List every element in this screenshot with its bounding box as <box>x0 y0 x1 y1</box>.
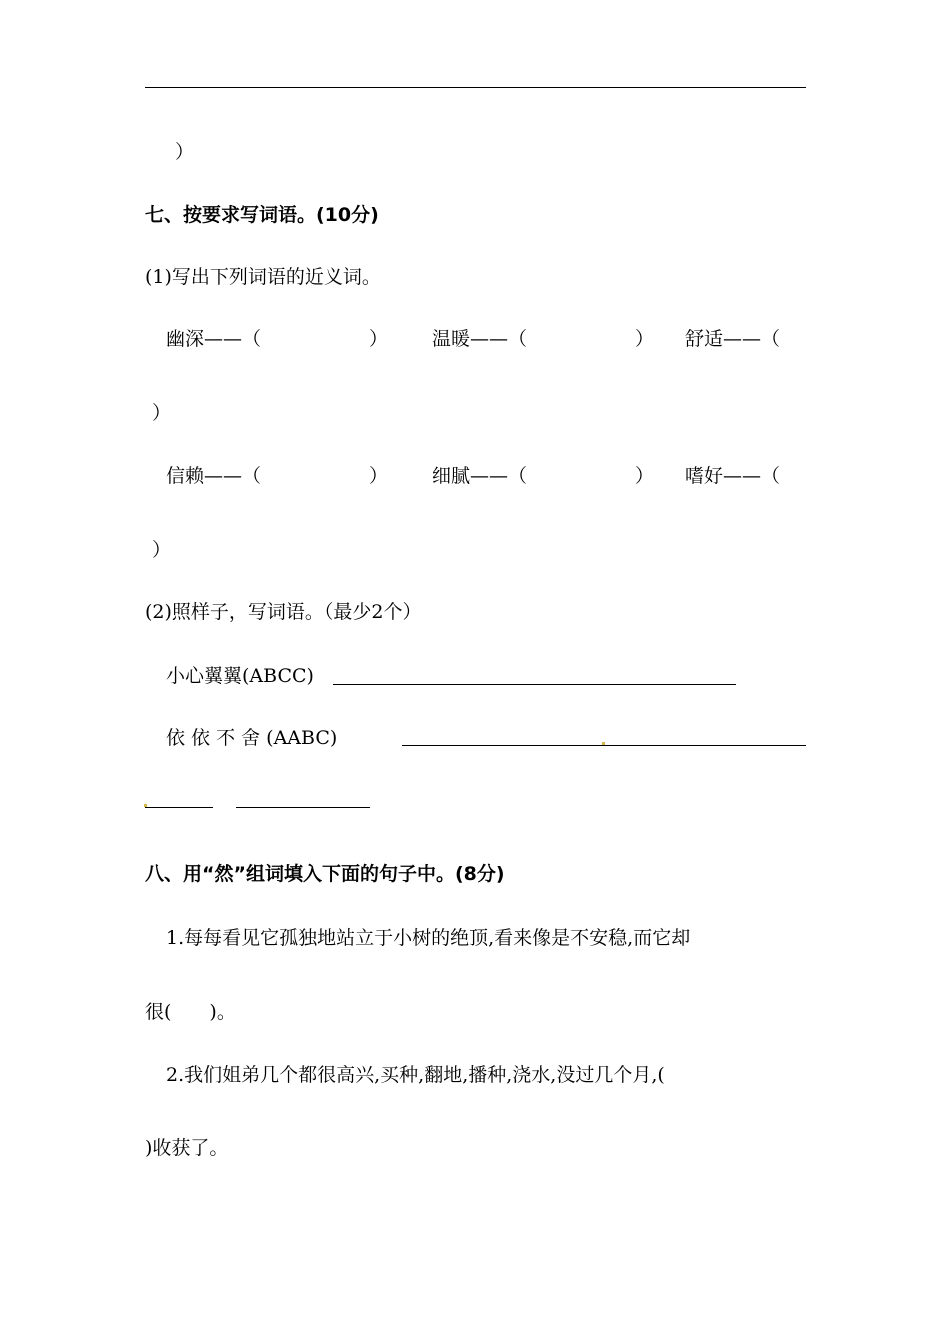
sentence-2-line-2: )收获了。 <box>145 1137 229 1159</box>
answer-line-aabc-1[interactable] <box>402 745 806 746</box>
answer-line-aabc-3[interactable] <box>236 807 370 808</box>
section-8-title: 八、用“然”组词填入下面的句子中。(8分) <box>145 863 505 885</box>
word-shihao: 嗜好——（ <box>685 465 781 487</box>
sentence-1-line-2: 很( )。 <box>145 1001 236 1023</box>
word-wennuan: 温暖——（ <box>432 328 528 350</box>
word-xinlai: 信赖——（ <box>166 465 262 487</box>
example-aabc: 依 依 不 舍 (AABC) <box>166 727 338 749</box>
blank-close-3: ） <box>152 402 172 424</box>
continued-close-paren: ） <box>175 141 195 163</box>
word-shushi: 舒适——（ <box>685 328 781 350</box>
header-rule <box>145 87 806 88</box>
q1-prompt: (1)写出下列词语的近义词。 <box>145 266 381 288</box>
section-7-title: 七、按要求写词语。(10分) <box>145 204 379 226</box>
sentence-1-line-1: 1.每每看见它孤独地站立于小树的绝顶,看来像是不安稳,而它却 <box>166 927 691 949</box>
blank-close-6: ） <box>152 539 172 561</box>
q2-prompt: (2)照样子，写词语。（最少2个） <box>145 601 422 623</box>
blank-close-4: ） <box>369 465 389 487</box>
answer-line-abcc[interactable] <box>333 684 736 685</box>
word-youshen: 幽深——（ <box>166 328 262 350</box>
example-abcc: 小心翼翼(ABCC) <box>166 665 314 687</box>
blank-close-2: ） <box>635 328 655 350</box>
word-xini: 细腻——（ <box>432 465 528 487</box>
blank-close-5: ） <box>635 465 655 487</box>
sentence-2-line-1: 2.我们姐弟几个都很高兴,买种,翻地,播种,浇水,没过几个月,( <box>166 1064 665 1086</box>
blank-close-1: ） <box>369 328 389 350</box>
answer-line-aabc-2[interactable] <box>145 807 213 808</box>
mark-dot <box>602 742 605 745</box>
mark-dot <box>144 804 147 807</box>
